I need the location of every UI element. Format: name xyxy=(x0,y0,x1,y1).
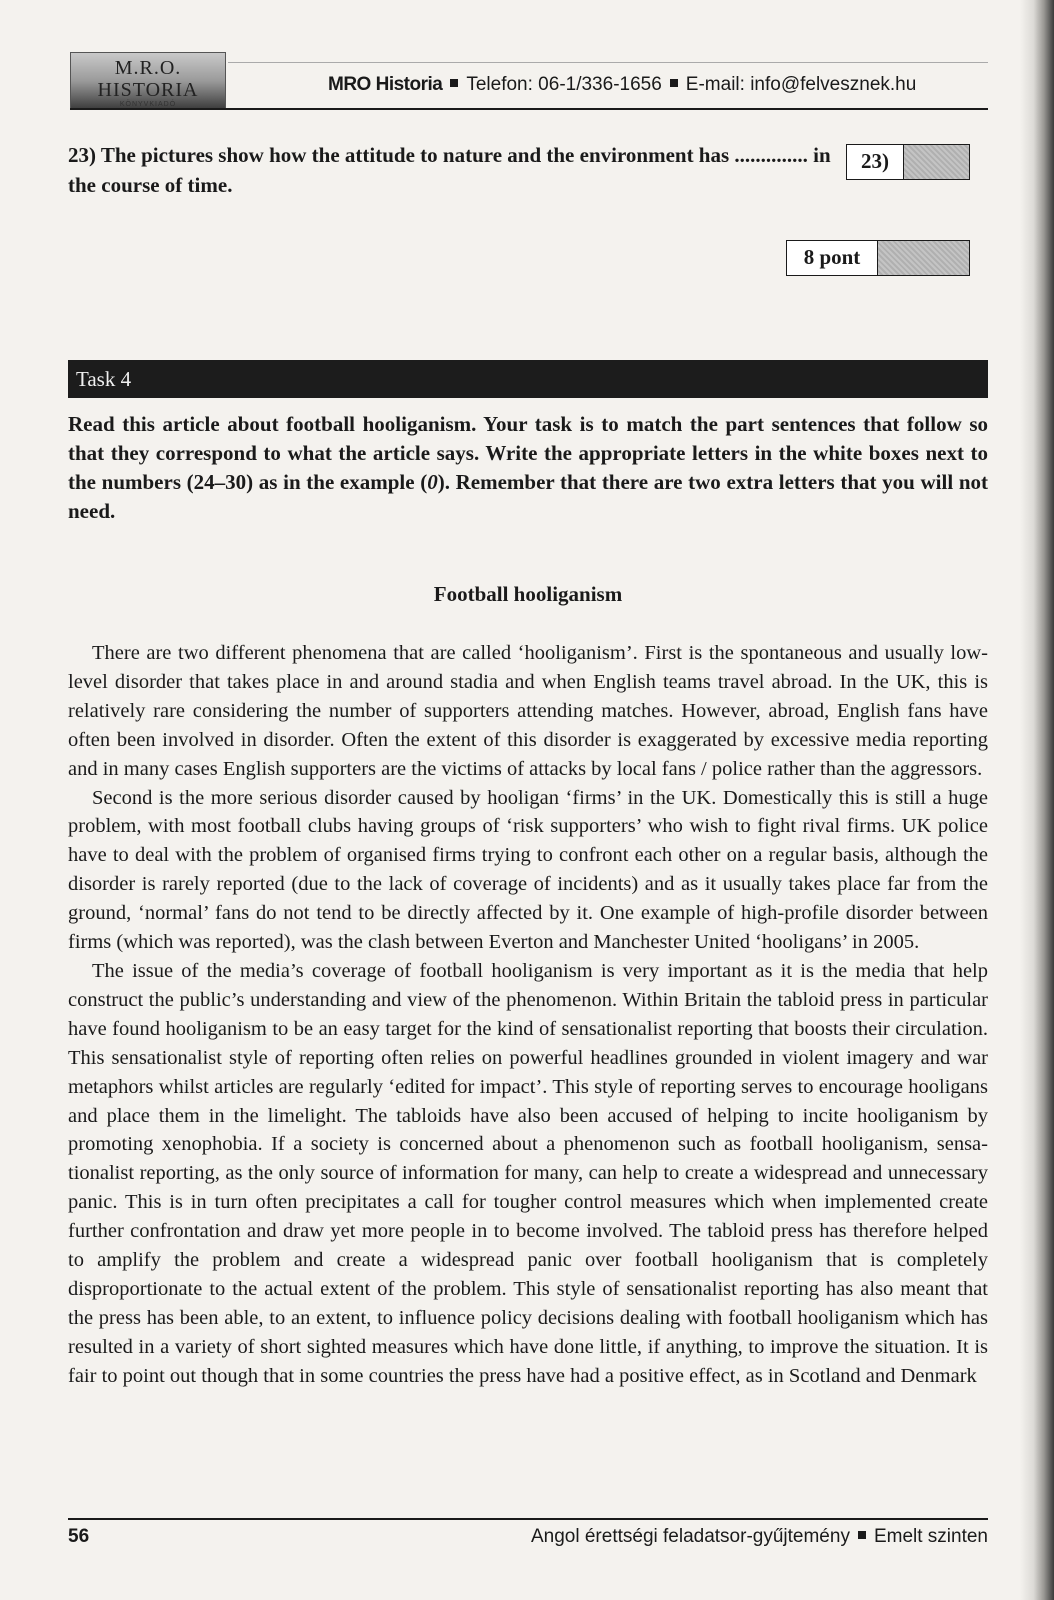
instructions-part-2: ). Remember that there are two extra letters that you will not need. xyxy=(68,470,988,523)
score-box xyxy=(786,240,970,276)
task-title: Task 4 xyxy=(76,367,132,391)
footer-rule xyxy=(68,1518,988,1520)
logo-title: M.R.O. HISTORIA xyxy=(97,57,199,101)
header-contact xyxy=(328,74,916,96)
article-body xyxy=(68,639,988,1391)
answer-box-23[interactable] xyxy=(846,144,970,180)
email-address: E-mail: info@felvesznek.hu xyxy=(685,74,917,95)
book-level: Emelt szinten xyxy=(873,1526,988,1547)
score-box-shaded xyxy=(878,241,969,275)
instructions-part-1: Read this article about football hooliganism. Your task is to match the part sentences that follow so that they correspond to what the article says. Write the appropriate letters in the white boxes next to the numbers (24–30) as in the example ( xyxy=(68,412,988,494)
header-rule xyxy=(70,108,988,110)
article-title: Football hooliganism xyxy=(433,582,623,606)
bullet-icon xyxy=(858,1531,866,1539)
article-paragraph: Second is the more serious disorder caused by hooligan ‘firms’ in the UK. Domestically this is still a huge problem, with most football clubs having groups of ‘risk supporters’ who wish to fight rival firms. UK police have to deal with the problem of organised firms trying to confront each other on a regular basis, although the disorder is rarely reported (due to the lack of coverage of incidents) and as it usually takes place far from the ground, ‘normal’ fans do not tend to be directly affected by it. One example of high-profile disorder between firms (which was reported), was the clash between Everton and Manchester United ‘hooligans’ in 2005. xyxy=(68,786,988,954)
answer-box-label: 23) xyxy=(847,145,904,179)
logo-subtitle: KÖNYVKIADÓ xyxy=(119,101,177,108)
task-title-bar xyxy=(68,360,988,398)
task-instructions xyxy=(68,410,988,526)
page-number: 56 xyxy=(68,1526,90,1547)
phone-number: Telefon: 06-1/336-1656 xyxy=(466,74,662,95)
article-paragraph: The issue of the media’s coverage of football hooliganism is very important as it is the media that help construct the public’s understanding and view of the phenomenon. Within Britain the tabloid press in particular have found hooliganism to be an easy target for the kind of sensationalist reporting that boosts their circulation. This sensationalist style of reporting often relies on powerful headlines grounded in violent imagery and war metaphors whilst articles are regularly ‘edited for impact’. This style of reporting serves to encourage hooligans and place them in the limelight. The tabloids have also been accused of helping to incite hooliganism by promoting xenophobia. If a society is concerned about a phenomenon such as football hooliganism, sensationalist reporting, as the only source of information for many, can help to create a widespread and unnecessary panic. This is in turn often precipitates a call for tougher control measures which when implemented create further confrontation and draw yet more people in to become involved. The tabloid press has therefore helped to amplify the problem and create a widespread panic over football hooliganism that is completely disproportionate to the actual extent of the problem. This style of sensationalist reporting has also meant that the press has been able, to an extent, to influence policy decisions dealing with football hooliganism which has resulted in a variety of short sighted measures which have done little, if anything, to improve the situation. It is fair to point out though that in some countries the press have had a positive effect, as in Scotland and Denmark xyxy=(68,959,988,1387)
score-label: 8 pont xyxy=(787,241,878,275)
book-title: Angol érettségi feladatsor-gyűjtemény xyxy=(530,1526,850,1547)
instructions-example: 0 xyxy=(427,470,438,494)
question-23-text: 23) The pictures show how the attitude to nature and the environment has .............. in the course of time. xyxy=(68,143,831,197)
page-edge-shadow xyxy=(1020,0,1054,1600)
bullet-icon xyxy=(670,79,678,87)
footer-book-title xyxy=(531,1526,988,1548)
header-rule-thin xyxy=(228,62,988,63)
publisher-name: MRO Historia xyxy=(328,74,443,95)
article-paragraph: There are two different phenomena that are called ‘hooliganism’. First is the spontaneous and usually low-level disorder that takes place in and around stadia and when English teams travel abroad. In the UK, this is relatively rare considering the number of supporters attending matches. However, abroad, English fans have often been involved in disorder. Often the extent of this disorder is exaggerated by excessive media reporting and in many cases English supporters are the victims of attacks by local fans / police rather than the aggressors. xyxy=(68,642,988,780)
publisher-logo xyxy=(70,52,226,110)
bullet-icon xyxy=(450,79,458,87)
answer-box-shaded xyxy=(904,145,969,179)
